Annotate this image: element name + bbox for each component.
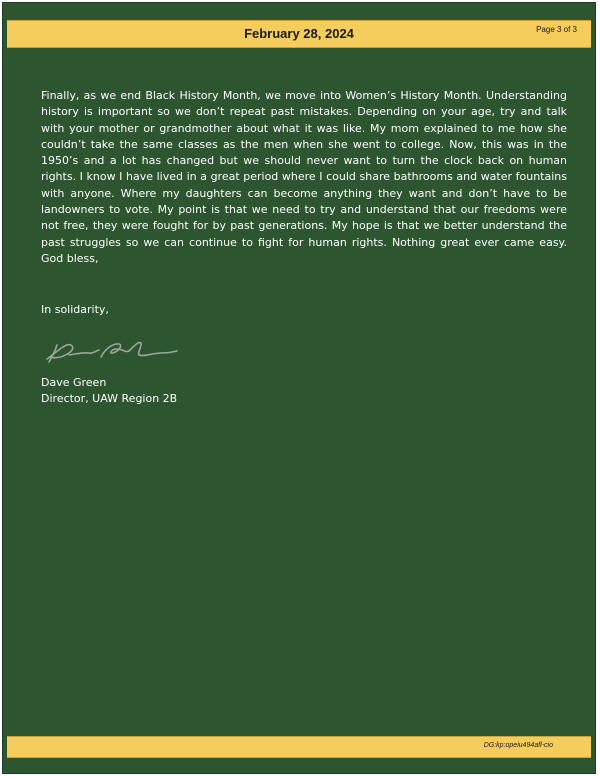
header-banner bbox=[7, 20, 591, 48]
header-date: February 28, 2024 bbox=[244, 26, 354, 41]
newsletter-page bbox=[2, 2, 596, 774]
letter-body bbox=[41, 88, 567, 267]
signer-name: Dave Green bbox=[41, 376, 107, 389]
letter-paragraph: Finally, as we end Black History Month, we move into Women’s History Month. Understanding history is important so we don’t repeat past mistakes. Depending on your age, try and talk with your mother or grandmother about what it was like. My mom explained to me how she couldn’t take the same classes as the men when she went to college. Now, this was in the 1950’s and a lot has changed but we should never want to turn the clock back on human rights. I know I have lived in a great period where I could share bathrooms and water fountains with anyone. Where my daughters can become anything they want and don’t have to be landowners to vote. My point is that we need to try and understand that our freedoms were not free, they were fought for by past generations. My hope is that we better understand the past struggles so we can continue to fight for human rights. Nothing great ever came easy. God bless, bbox=[41, 89, 567, 265]
page-indicator: Page 3 of 3 bbox=[536, 25, 577, 34]
footer-banner bbox=[7, 736, 591, 758]
letter-closing: In solidarity, bbox=[41, 303, 109, 316]
signature-image bbox=[43, 335, 183, 367]
signature-block bbox=[41, 375, 177, 407]
signer-title: Director, UAW Region 2B bbox=[41, 392, 178, 405]
footer-reference-code: DG:kp:opeiu494afl-cio bbox=[483, 742, 553, 749]
